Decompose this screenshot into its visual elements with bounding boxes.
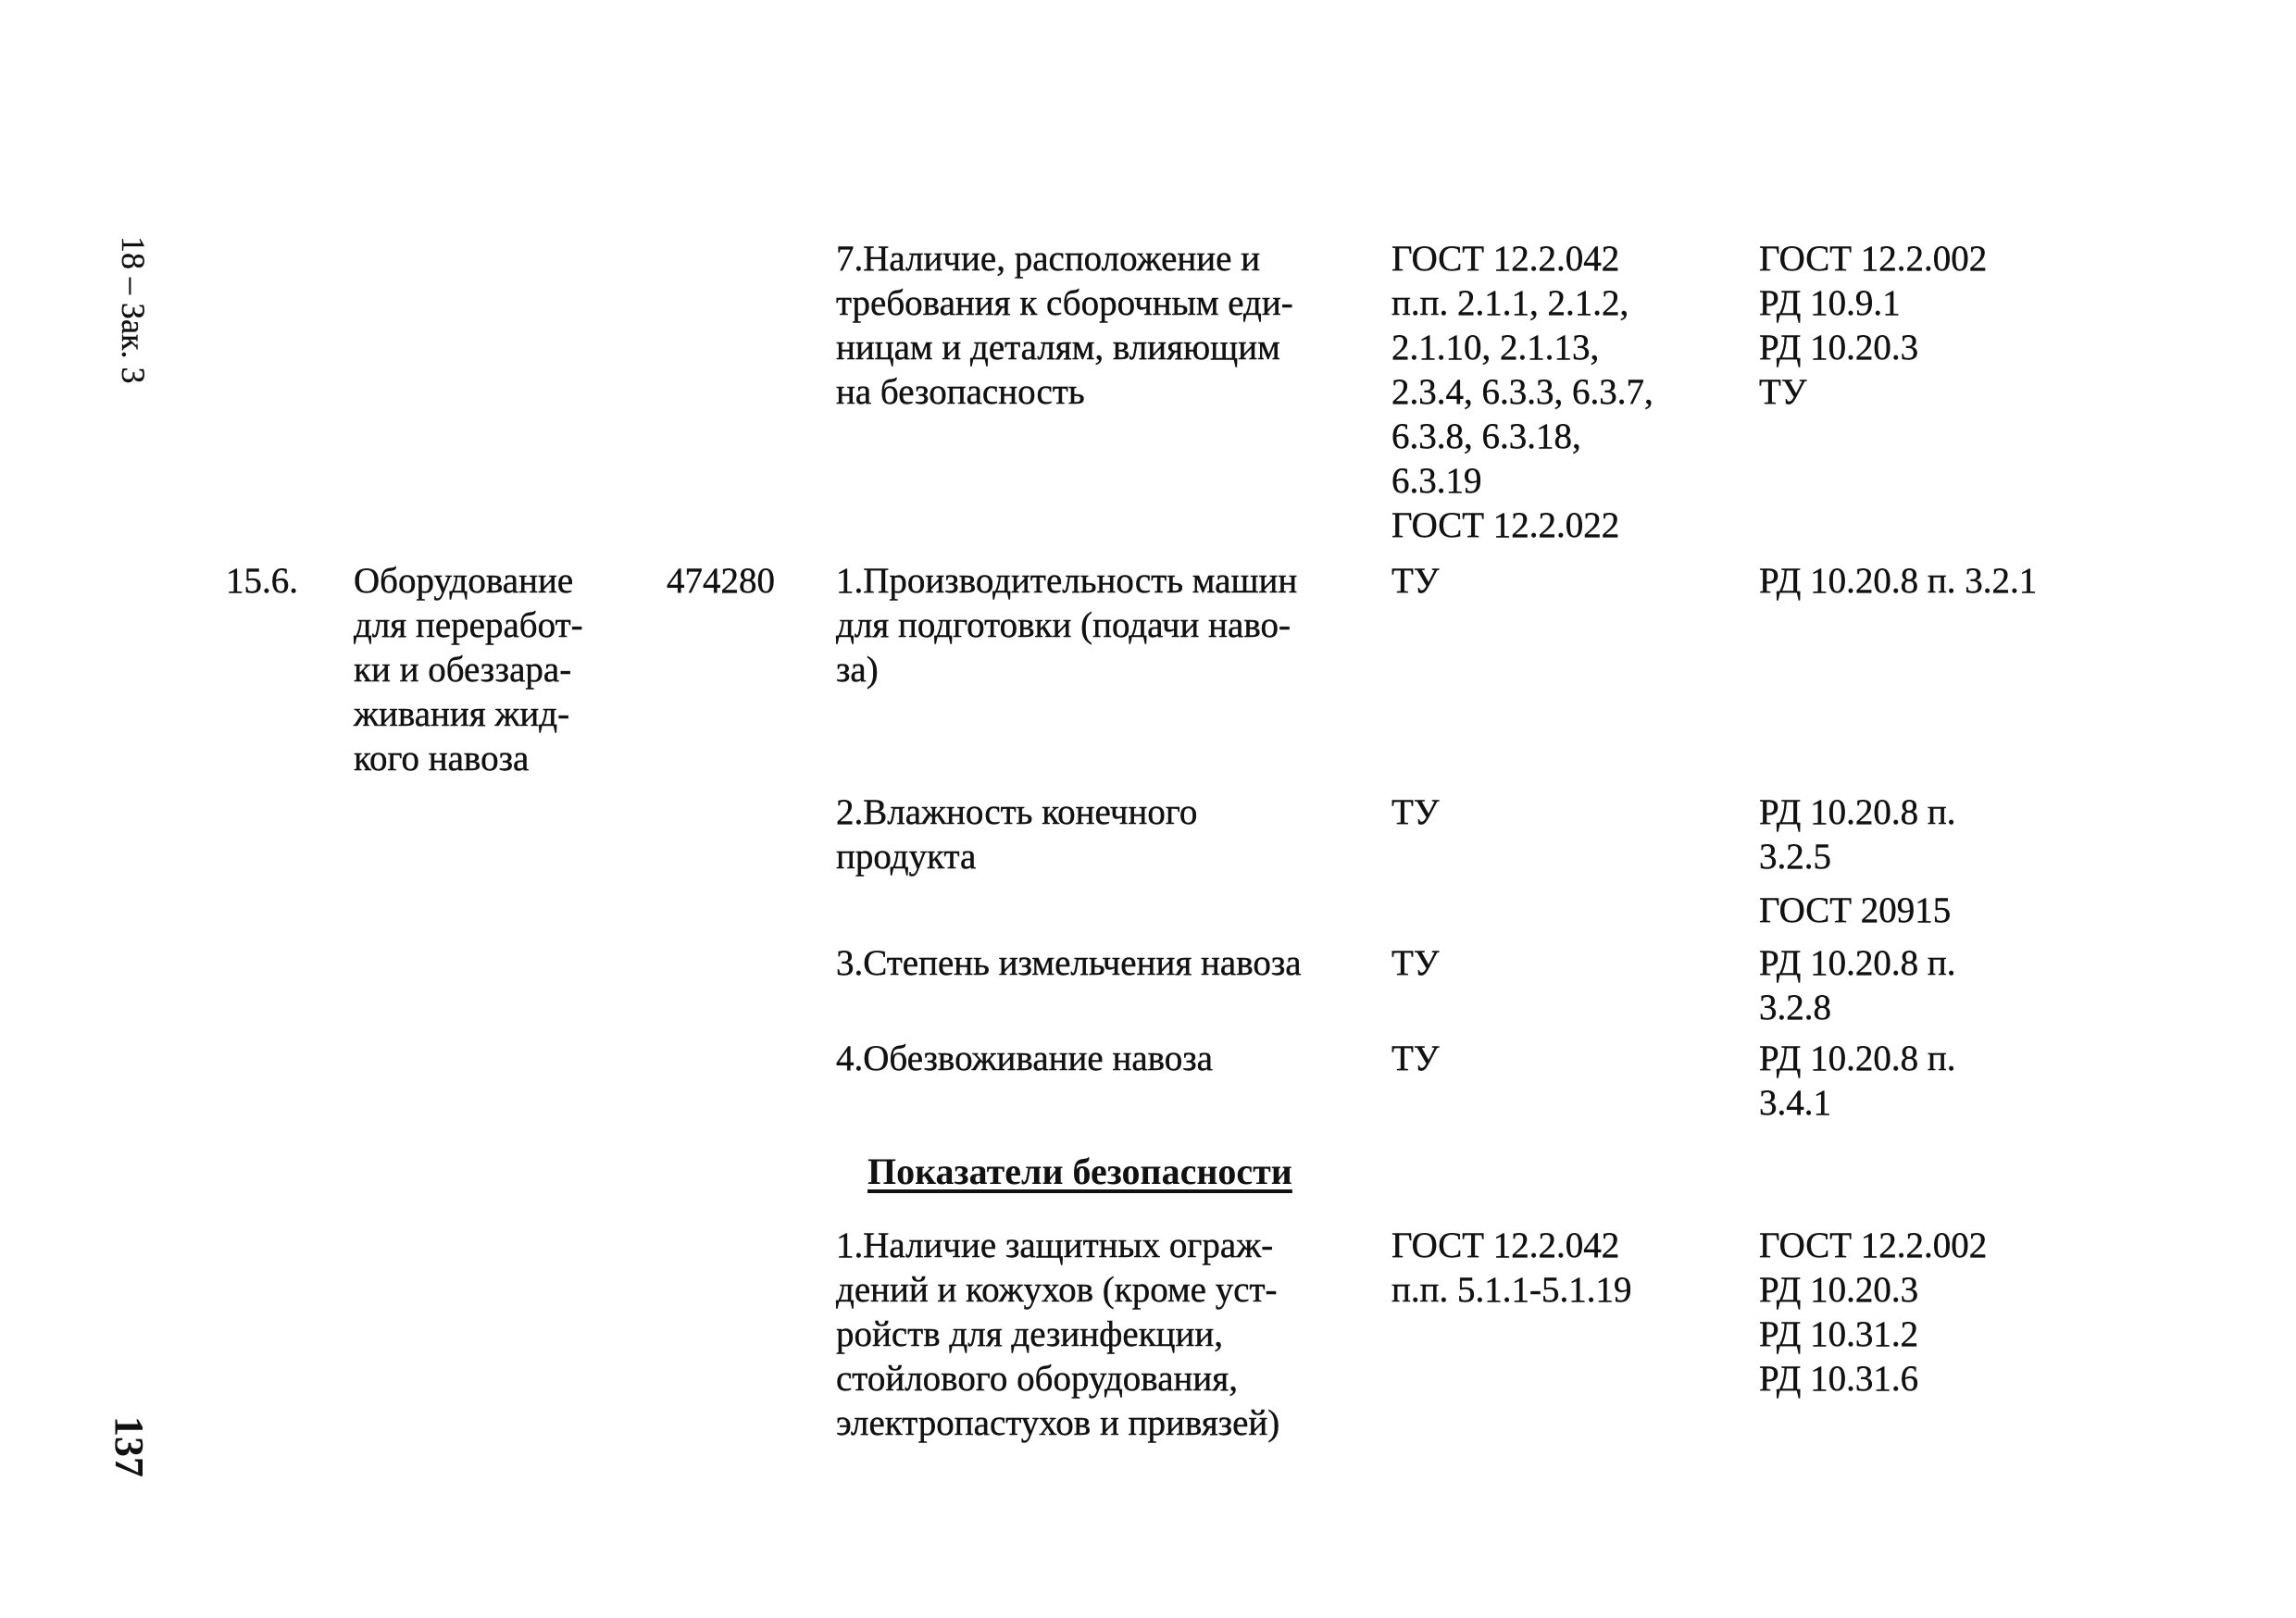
item-number: 15.6.: [226, 561, 298, 601]
row1-requirement: ТУ: [1391, 561, 1440, 601]
row2-method: РД 10.20.8 п. 3.2.5: [1759, 792, 1956, 877]
row4-requirement: ТУ: [1391, 1039, 1440, 1078]
row2-requirement: ТУ: [1391, 792, 1440, 832]
row1-indicator: 1.Производительность машин для подготовки (подачи наво- за): [836, 561, 1298, 690]
safety-row1-method: ГОСТ 12.2.002 РД 10.20.3 РД 10.31.2 РД 10.31.6: [1759, 1226, 1988, 1399]
row7-indicator: 7.Наличие, расположение и требования к сборочным еди- ницам и деталям, влияющим на безопасность: [836, 239, 1293, 412]
row1-method: РД 10.20.8 п. 3.2.1: [1759, 561, 2038, 601]
row2-indicator: 2.Влажность конечного продукта: [836, 792, 1198, 877]
item-name: Оборудование для переработ- ки и обеззара- живания жид- кого навоза: [354, 561, 583, 778]
row3-method: РД 10.20.8 п. 3.2.8: [1759, 943, 1956, 1027]
page-number: 137: [106, 1416, 152, 1477]
order-note: 18 – Зак. 3: [115, 236, 152, 384]
item-code: 474280: [667, 561, 775, 601]
row4-indicator: 4.Обезвоживание навоза: [836, 1039, 1213, 1078]
row7-method: ГОСТ 12.2.002 РД 10.9.1 РД 10.20.3 ТУ: [1759, 239, 1988, 412]
safety-heading: Показатели безопасности: [867, 1151, 1292, 1192]
row4-method: РД 10.20.8 п. 3.4.1: [1759, 1039, 1956, 1123]
row2-method-extra: ГОСТ 20915: [1759, 890, 1952, 930]
row3-indicator: 3.Степень измельчения навоза: [836, 943, 1302, 983]
safety-row1-requirement: ГОСТ 12.2.042 п.п. 5.1.1-5.1.19: [1391, 1226, 1632, 1310]
row7-requirement: ГОСТ 12.2.042 п.п. 2.1.1, 2.1.2, 2.1.10, 2.1.13, 2.3.4, 6.3.3, 6.3.7, 6.3.8, 6.3.18, 6.3.19 ГОСТ 12.2.022: [1391, 239, 1653, 545]
row3-requirement: ТУ: [1391, 943, 1440, 983]
safety-row1-indicator: 1.Наличие защитных ограж- дений и кожухов (кроме уст- ройств для дезинфекции, стойлового оборудования, электропастухов и привязей): [836, 1226, 1280, 1443]
